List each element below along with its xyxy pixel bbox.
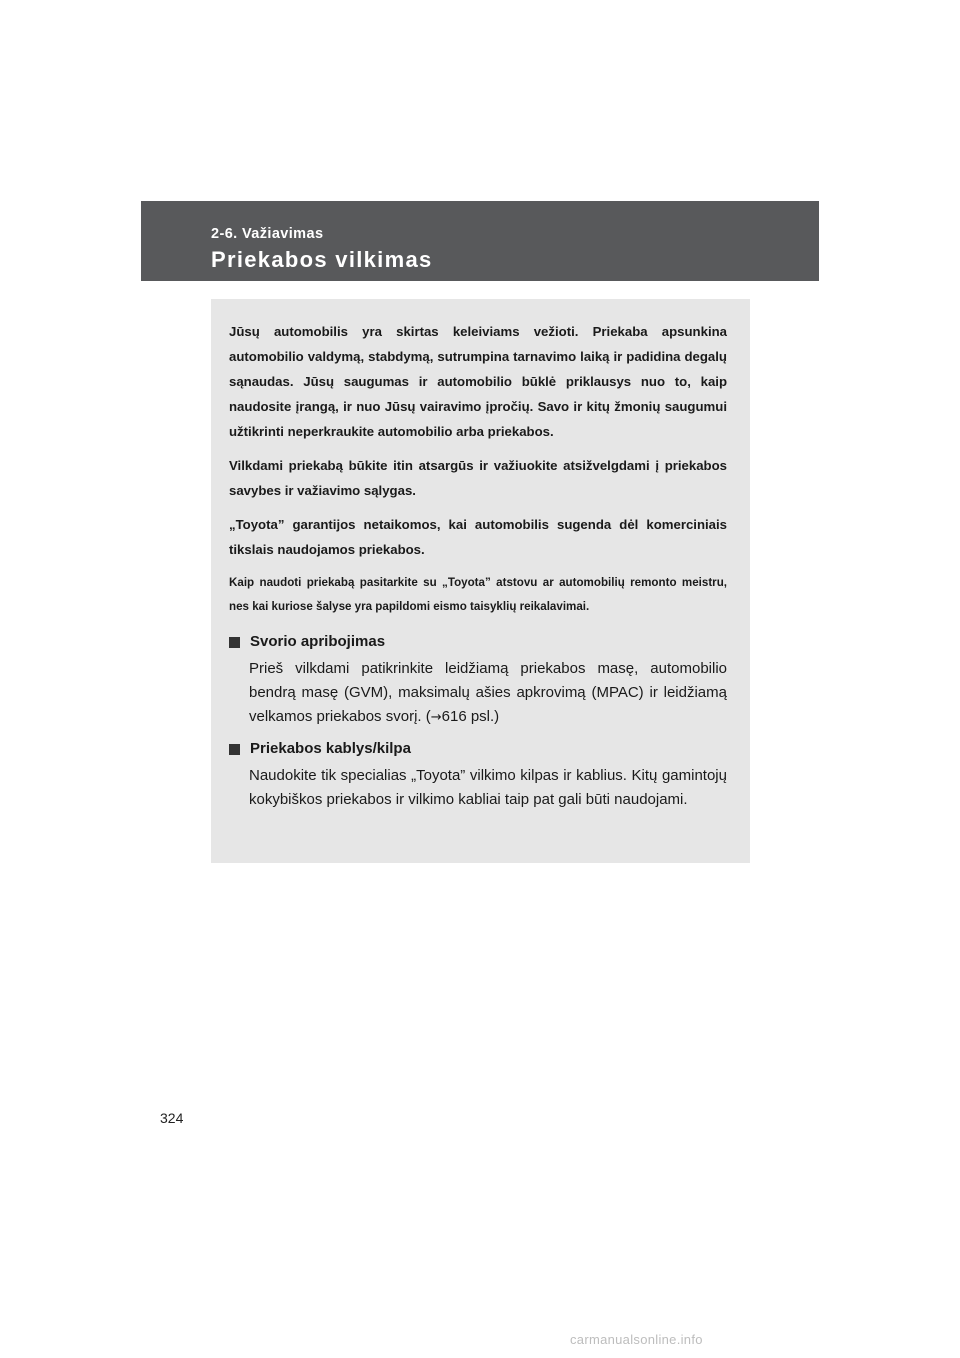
subsection-heading-text: Svorio apribojimas: [250, 633, 386, 650]
intro-paragraph-4: Kaip naudoti priekabą pasitarkite su „Toyota” atstovu ar automobilių remonto meistru, nes kai kuriose šalyse yra papildomi eismo taisyklių reikalavimai.: [229, 576, 727, 613]
subsection-body: Naudokite tik specialias „Toyota” vilkimo kilpas ir kablius. Kitų gamintojų kokybiškos priekabos ir vilkimo kabliai taip pat gali būti naudojami.: [249, 767, 727, 808]
subsection-body-text: Prieš vilkdami patikrinkite leidžiamą priekabos masę, automobilio bendrą masę (GVM), maksimalų ašies apkrovimą (MPAC) ir leidžiamą velkamos priekabos svorį. (: [249, 660, 727, 725]
info-box: [211, 299, 750, 863]
subsection-trailer-hitch: [229, 738, 727, 812]
watermark: carmanualsonline.info: [570, 1332, 703, 1347]
subsection-heading-text: Priekabos kablys/kilpa: [250, 740, 411, 757]
filled-square-icon: [229, 744, 240, 755]
page-number: 324: [160, 1110, 184, 1126]
intro-paragraph-3: „Toyota” garantijos netaikomos, kai automobilis sugenda dėl komerciniais tikslais naudojamos priekabos.: [229, 517, 727, 557]
intro-paragraph-2: Vilkdami priekabą būkite itin atsargūs ir važiuokite atsižvelgdami į priekabos savybes ir važiavimo sąlygas.: [229, 458, 727, 498]
section-label: 2-6. Važiavimas: [211, 226, 324, 242]
arrow-right-icon: →: [430, 710, 442, 725]
page-reference-link[interactable]: 616 psl.): [441, 708, 500, 725]
filled-square-icon: [229, 637, 240, 648]
page-title: Priekabos vilkimas: [211, 247, 433, 272]
subsection-weight-limits: [229, 631, 727, 730]
subsection-heading: [229, 738, 727, 760]
chapter-header-band: [141, 201, 819, 281]
intro-paragraph-1: Jūsų automobilis yra skirtas keleiviams vežioti. Priekaba apsunkina automobilio valdymą, stabdymą, sutrumpina tarnavimo laiką ir padidina degalų sąnaudas. Jūsų saugumas ir automobilio būklė priklausys nuo to, kaip naudosite įrangą, ir nuo Jūsų vairavimo įpročių. Savo ir kitų žmonių saugumui užtikrinti neperkraukite automobilio arba priekabos.: [229, 324, 727, 439]
subsection-body: [249, 657, 727, 730]
subsection-heading: [229, 631, 727, 653]
